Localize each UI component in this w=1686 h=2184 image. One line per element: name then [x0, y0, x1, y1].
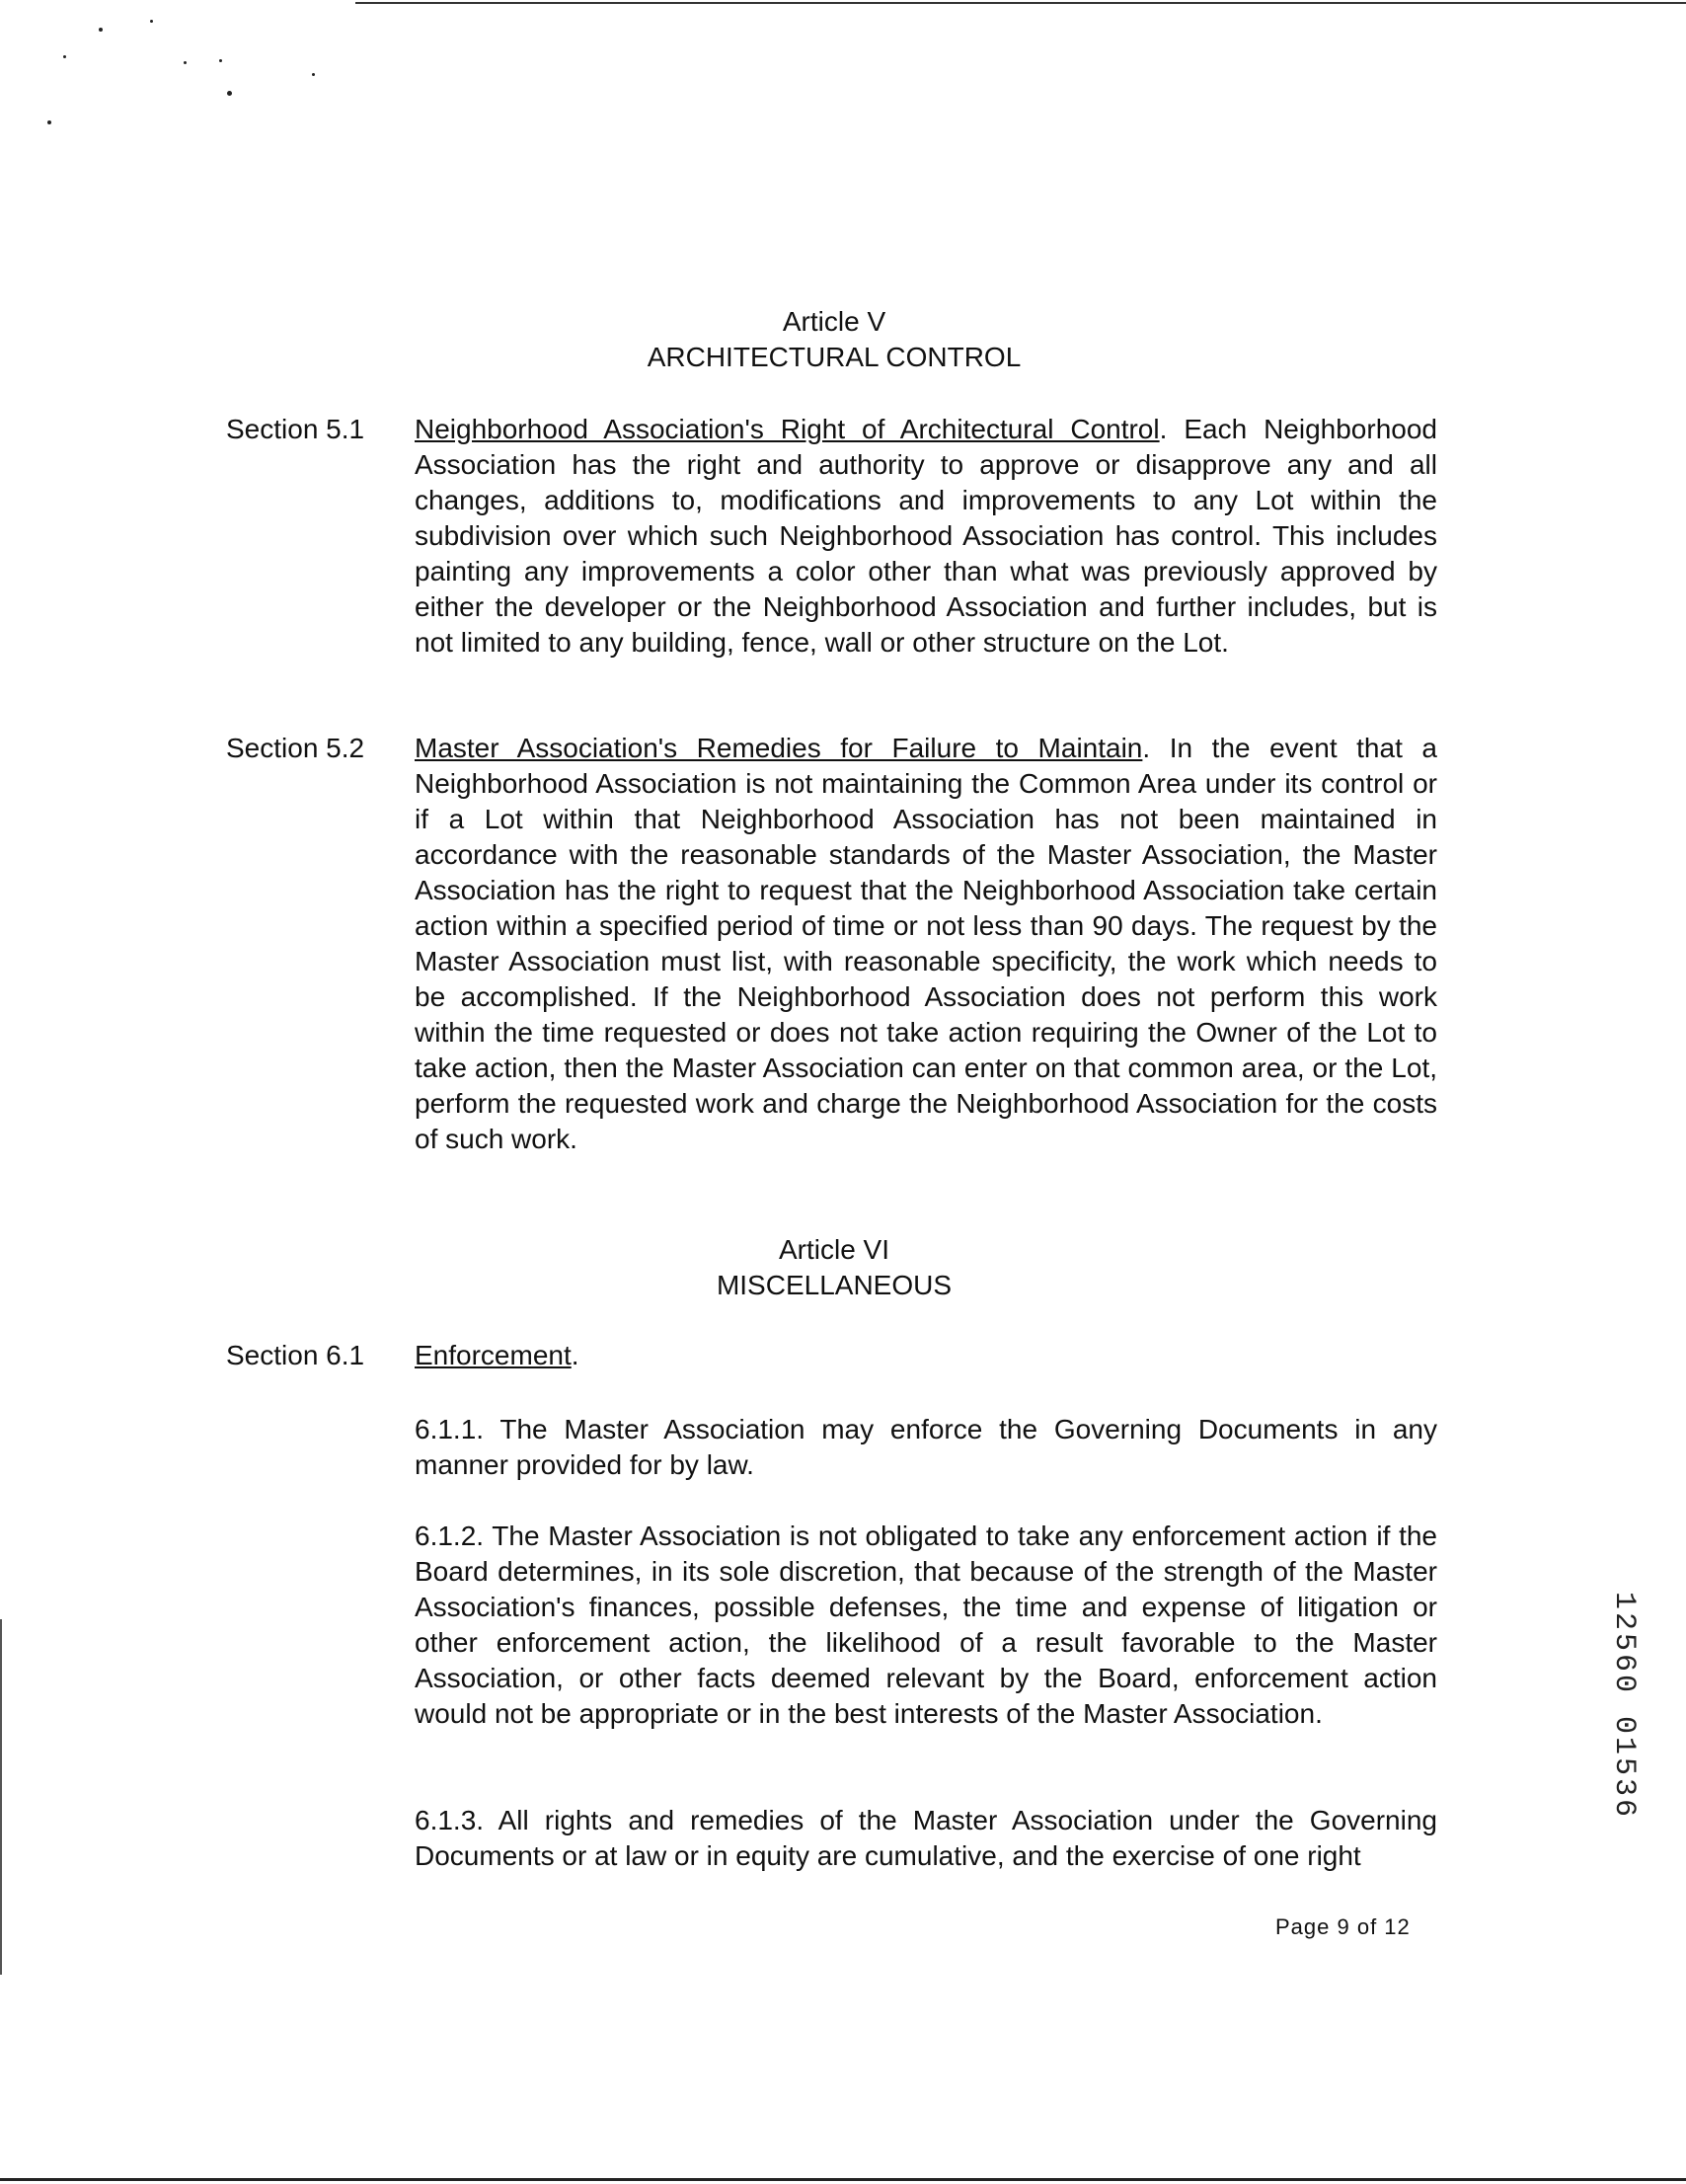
section-5-2-label: Section 5.2	[226, 733, 365, 763]
section-5-2-heading: Master Association's Remedies for Failure to Maintain	[415, 733, 1143, 763]
scan-speck	[99, 28, 103, 32]
article-v-label: Article V	[782, 306, 886, 337]
scan-speck	[150, 20, 153, 23]
section-5-1-text: . Each Neighborhood Association has the right and authority to approve or disapprove any and all changes, additions to, modifications and improvements to any Lot within the subdivision over which such Neighborhood Association has control. This includes painting any improvements a color other than what was previously approved by either the developer or the Neighborhood Association and further includes, but is not limited to any building, fence, wall or other structure on the Lot.	[415, 414, 1437, 658]
section-6-1-2-block	[415, 1519, 1437, 1732]
paragraph-6-1-3: 6.1.3. All rights and remedies of the Master Association under the Governing Documents or at law or in equity are cumulative, and the exercise of one right	[415, 1805, 1437, 1871]
section-6-1-heading-block	[415, 1338, 1437, 1373]
section-5-1-paragraph	[415, 412, 1437, 661]
section-6-1-heading-line	[415, 1338, 1437, 1373]
scan-top-edge	[355, 2, 1686, 4]
article-vi-label: Article VI	[778, 1234, 890, 1265]
section-5-1-heading: Neighborhood Association's Right of Architectural Control	[415, 414, 1160, 444]
scan-speck	[312, 73, 315, 76]
section-5-2-text: . In the event that a Neighborhood Association is not maintaining the Common Area under its control or if a Lot within that Neighborhood Association has not been maintained in accordance with the reasonable standards of the Master Association, the Master Association has the right to request that the Neighborhood Association take certain action within a specified period of time or not less than 90 days. The request by the Master Association must list, with reasonable specificity, the work which needs to be accomplished. If the Neighborhood Association does not perform this work within the time requested or does not take action requiring the Owner of the Lot to take action, then the Master Association can enter on that common area, or the Lot, perform the requested work and charge the Neighborhood Association for the costs of such work.	[415, 733, 1437, 1154]
section-6-1-heading: Enforcement	[415, 1340, 572, 1370]
scan-bottom-edge	[0, 2178, 1686, 2181]
section-5-1-label: Section 5.1	[226, 414, 365, 444]
scan-speck	[227, 91, 232, 96]
scan-speck	[63, 55, 66, 58]
section-5-2-paragraph	[415, 731, 1437, 1157]
scan-speck	[184, 61, 187, 64]
article-vi-title: MISCELLANEOUS	[716, 1270, 953, 1300]
section-5-2-body	[415, 731, 1437, 1157]
scan-speck	[47, 120, 51, 124]
margin-stamp: 12560 01536	[1607, 1592, 1641, 1821]
paragraph-6-1-2: 6.1.2. The Master Association is not obligated to take any enforcement action if the Board determines, in its sole discretion, that because of the strength of the Master Association's finances, possible defenses, the time and expense of litigation or other enforcement action, the likelihood of a result favorable to the Master Association, or other facts deemed relevant by the Board, enforcement action would not be appropriate or in the best interests of the Master Association.	[415, 1521, 1437, 1729]
page-number: Page 9 of 12	[1275, 1914, 1411, 1939]
section-6-1-1-block	[415, 1412, 1437, 1483]
section-6-1-heading-suffix: .	[571, 1340, 579, 1370]
article-v-title: ARCHITECTURAL CONTROL	[647, 342, 1022, 372]
section-5-1-body	[415, 412, 1437, 661]
paragraph-6-1-1: 6.1.1. The Master Association may enforce the Governing Documents in any manner provided for by law.	[415, 1414, 1437, 1480]
scan-left-edge	[0, 1619, 2, 1975]
scan-speck	[219, 59, 222, 62]
section-6-1-3-block	[415, 1803, 1437, 1874]
section-6-1-label: Section 6.1	[226, 1340, 365, 1370]
